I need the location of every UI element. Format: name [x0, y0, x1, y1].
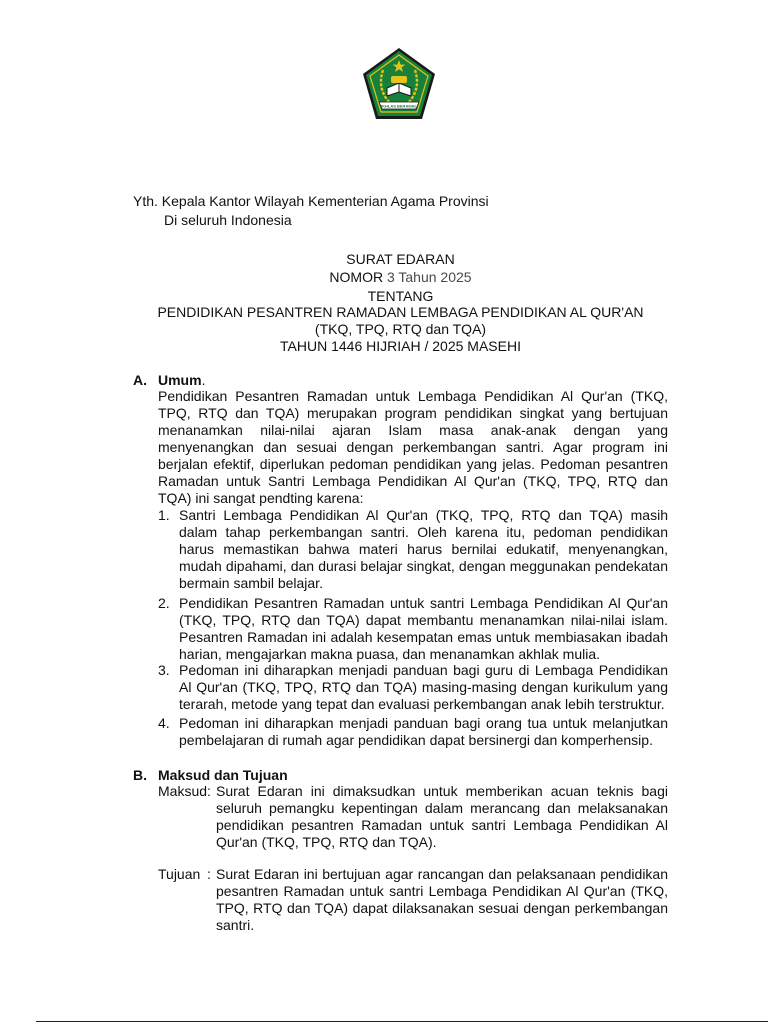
- svg-text:IKHLAS BERAMAL: IKHLAS BERAMAL: [381, 103, 417, 109]
- list-item: [158, 662, 668, 713]
- section-a-heading: [133, 372, 205, 389]
- list-item-number: 4.: [158, 715, 170, 731]
- subject-line-1: PENDIDIKAN PESANTREN RAMADAN LEMBAGA PENDIDIKAN AL QUR'AN: [157, 304, 644, 320]
- tujuan-label: Tujuan: [158, 866, 201, 882]
- list-item: [158, 507, 668, 592]
- nomor-value: 3 Tahun 2025: [386, 269, 472, 285]
- list-item-number: 2.: [158, 595, 170, 611]
- ministry-emblem-logo: [361, 46, 437, 122]
- section-a-title-suffix: .: [201, 372, 206, 388]
- document-title: SURAT EDARAN: [346, 251, 455, 267]
- subject-line-2: (TKQ, TPQ, RTQ dan TQA): [314, 321, 487, 337]
- list-item-text: Pedoman ini diharapkan menjadi panduan bagi guru di Lembaga Pendidikan Al Qur'an (TKQ, TPQ, RTQ dan TQA) masing-masing dengan kurikulum yang terarah, metode yang tepat dan evaluasi perkembangan anak lebih terstruktur.: [179, 662, 668, 712]
- subject-line-3: TAHUN 1446 HIJRIAH / 2025 MASEHI: [280, 338, 521, 354]
- tentang-label: TENTANG: [367, 288, 434, 304]
- section-a-intro-paragraph: Pendidikan Pesantren Ramadan untuk Lembaga Pendidikan Al Qur'an (TKQ, TPQ, RTQ dan TQA) merupakan program pendidikan singkat yang bertujuan menanamkan nilai-nilai ajaran Islam masa anak-anak dengan yang menyenangkan dan sesuai dengan perkembangan santri. Agar program ini berjalan efektif, diperlukan pedoman pendidikan yang jelas. Pedoman pesantren Ramadan untuk Santri Lembaga Pendidikan Al Qur'an (TKQ, TPQ, RTQ dan TQA) ini sangat pendting karena:: [158, 388, 668, 506]
- tujuan-colon: :: [207, 866, 211, 882]
- list-item: [158, 595, 668, 663]
- nomor-label: NOMOR: [329, 269, 384, 285]
- addressee-line: Yth. Kepala Kantor Wilayah Kementerian Agama Provinsi: [133, 193, 489, 209]
- list-item-text: Pendidikan Pesantren Ramadan untuk santri Lembaga Pendidikan Al Qur'an (TKQ, TPQ, RTQ dan TQA) dapat membantu menanamkan nilai-nilai islam. Pesantren Ramadan ini adalah kesempatan emas untuk membiasakan ibadah harian, mengajarkan makna puasa, dan menanamkan akhlak mulia.: [179, 595, 668, 662]
- addressee-scope: Di seluruh Indonesia: [164, 212, 292, 228]
- maksud-colon: :: [207, 783, 211, 799]
- section-a-title: Umum: [158, 372, 202, 388]
- list-item-text: Santri Lembaga Pendidikan Al Qur'an (TKQ, TPQ, RTQ dan TQA) masih dalam tahap perkembangan santri. Oleh karena itu, pedoman pendidikan harus memastikan bahwa materi harus bernilai edukatif, menyenangkan, mudah dipahami, dan durasi belajar singkat, dengan meggunakan pendekatan bermain sambil belajar.: [179, 507, 668, 591]
- section-b-letter: B.: [133, 767, 147, 783]
- document-number: [133, 269, 668, 286]
- section-b-heading: [133, 767, 288, 784]
- page-bottom-rule: [36, 1021, 768, 1022]
- list-item-text: Pedoman ini diharapkan menjadi panduan bagi orang tua untuk melanjutkan pembelajaran di rumah agar pendidikan dapat bersinergi dan komperhensip.: [179, 715, 668, 748]
- list-item-number: 3.: [158, 662, 170, 678]
- section-b-title: Maksud dan Tujuan: [158, 767, 288, 783]
- maksud-text: Surat Edaran ini dimaksudkan untuk memberikan acuan teknis bagi seluruh pemangku kepentingan dalam merancang dan melaksanakan pendidikan pesantren Ramadan untuk santri Lembaga Pendidikan Al Qur'an (TKQ, TPQ, RTQ dan TQA).: [216, 783, 668, 850]
- list-item: [158, 715, 668, 749]
- maksud-label: Maksud: [158, 783, 208, 799]
- section-a-letter: A.: [133, 372, 147, 388]
- tujuan-text: Surat Edaran ini bertujuan agar rancangan dan pelaksanaan pendidikan pesantren Ramadan untuk santri Lembaga Pendidikan Al Qur'an (TKQ, TPQ, RTQ dan TQA) dapat dilaksanakan sesuai dengan perkembangan santri.: [216, 866, 668, 933]
- list-item-number: 1.: [158, 507, 170, 523]
